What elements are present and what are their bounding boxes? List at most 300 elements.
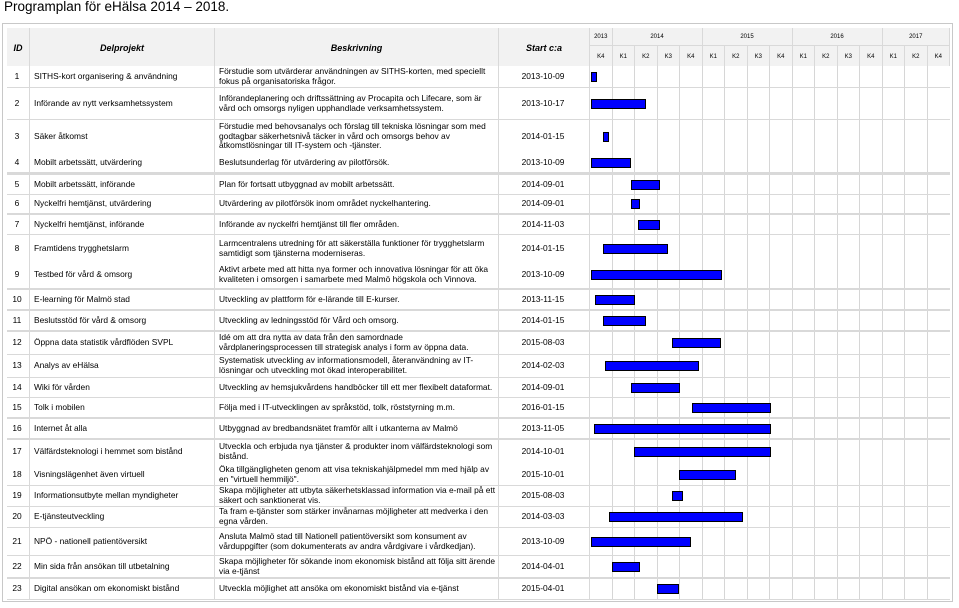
timeline-gridline [859, 440, 860, 464]
row-start-date: 2014-11-03 [521, 218, 565, 229]
row-delprojekt: Tolk i mobilen [34, 401, 85, 412]
timeline-gridline [859, 579, 860, 599]
row-id: 5 [14, 178, 20, 189]
timeline-gridline [792, 398, 793, 417]
timeline-gridline [792, 175, 793, 194]
timeline-gridline [634, 398, 635, 417]
timeline-quarter: K4 [590, 46, 612, 67]
timeline-gridline [792, 215, 793, 234]
row-beskrivning: Idé om att dra nytta av data från den samordnade vårdplaneringsprocessen till strategisk analys i form av öppna data. [219, 332, 469, 352]
row-timeline-cell [590, 464, 950, 485]
timeline-gridline [837, 66, 838, 87]
timeline-year-2013: 2013 [590, 28, 612, 45]
timeline-gridline [769, 528, 770, 555]
timeline-quarter: K1 [703, 46, 725, 67]
row-beskrivning: Skapa möjligheter för sökande inom ekonomisk bistånd att följa sitt ärende via e-tjänst [219, 556, 496, 576]
timeline-gridline [882, 88, 883, 119]
timeline-gridline [657, 311, 658, 330]
timeline-gridline [904, 195, 905, 213]
timeline-gridline [747, 311, 748, 330]
timeline-gridline [859, 290, 860, 309]
programplan-table [7, 28, 950, 600]
timeline-gridline [927, 486, 928, 506]
timeline-gridline [792, 378, 793, 397]
timeline-gridline [679, 153, 680, 172]
timeline-gridline [814, 419, 815, 438]
row-start-date: 2014-09-01 [521, 178, 565, 189]
row-start-date: 2015-04-01 [521, 583, 565, 594]
timeline-gridline [657, 486, 658, 506]
row-id: 23 [12, 583, 22, 594]
row-beskrivning: Beslutsunderlag för utvärdering av pilotförsök. [219, 156, 390, 167]
row-beskrivning: Aktivt arbete med att hitta nya former och innovativa lösningar för att öka kvaliteten i omsorgen i samarbete med Malmö högskola och Vinnova. [219, 263, 489, 284]
timeline-gridline [792, 464, 793, 485]
row-start-date: 2014-01-15 [521, 130, 565, 141]
gantt-bar [672, 491, 683, 501]
timeline-gridline [814, 311, 815, 330]
timeline-gridline [612, 120, 613, 153]
row-id: 18 [12, 468, 22, 479]
timeline-gridline [859, 235, 860, 262]
timeline-gridline [792, 355, 793, 377]
timeline-gridline [882, 355, 883, 377]
timeline-gridline [927, 528, 928, 555]
timeline-gridline [837, 261, 838, 288]
timeline-gridline [814, 486, 815, 506]
gantt-bar [692, 403, 771, 413]
timeline-gridline [657, 66, 658, 87]
timeline-gridline [769, 235, 770, 262]
timeline-gridline [724, 120, 725, 153]
row-start-date: 2014-03-03 [521, 511, 565, 522]
timeline-gridline [612, 378, 613, 397]
timeline-gridline [837, 378, 838, 397]
row-id: 12 [12, 337, 22, 348]
timeline-gridline [657, 398, 658, 417]
gantt-bar [603, 244, 668, 254]
timeline-gridline [792, 579, 793, 599]
gantt-bar [679, 470, 735, 480]
row-beskrivning: Utveckla och erbjuda nya tjänster & produkter inom välfärdsteknologi som bistånd. [219, 441, 493, 461]
timeline-gridline [927, 120, 928, 153]
timeline-gridline [814, 66, 815, 87]
timeline-gridline [904, 261, 905, 288]
timeline-gridline [724, 195, 725, 213]
timeline-gridline [747, 215, 748, 234]
timeline-gridline [882, 556, 883, 577]
row-beskrivning: Ta fram e-tjänster som stärker invånarnas möjligheter att medverka i den egna vården. [219, 507, 489, 526]
timeline-gridline [679, 215, 680, 234]
timeline-gridline [747, 528, 748, 555]
timeline-gridline [904, 528, 905, 555]
row-id: 2 [14, 97, 20, 108]
timeline-gridline [837, 290, 838, 309]
row-beskrivning: Plan för fortsatt utbyggnad av mobilt arbetssätt. [219, 178, 395, 189]
gantt-bar [591, 99, 646, 109]
row-beskrivning: Införande av nyckelfri hemtjänst till fler områden. [219, 218, 400, 229]
timeline-gridline [927, 440, 928, 464]
timeline-gridline [814, 556, 815, 577]
timeline-gridline [747, 195, 748, 213]
timeline-gridline [882, 486, 883, 506]
row-id: 17 [12, 446, 22, 457]
timeline-gridline [882, 175, 883, 194]
timeline-gridline [769, 175, 770, 194]
timeline-gridline [792, 528, 793, 555]
timeline-gridline [814, 355, 815, 377]
timeline-quarter: K2 [905, 46, 927, 67]
gantt-bar [631, 180, 660, 190]
row-beskrivning: Skapa möjligheter att utbyta säkerhetsklassad information via e-mail på ett säkert och sanktionerat vis. [219, 486, 496, 505]
row-delprojekt: Wiki för vården [34, 381, 90, 392]
row-id: 19 [12, 490, 22, 501]
timeline-gridline [927, 332, 928, 354]
row-beskrivning: Utveckling av hemsjukvårdens handböcker till ett mer flexibelt dataformat. [219, 381, 493, 392]
row-start-date: 2015-08-03 [521, 490, 565, 501]
timeline-gridline [904, 66, 905, 87]
row-start-date: 2014-01-15 [521, 314, 565, 325]
timeline-gridline [837, 195, 838, 213]
timeline-gridline [859, 261, 860, 288]
timeline-quarter: K2 [635, 46, 657, 67]
row-start-date: 2013-11-05 [521, 422, 565, 433]
timeline-gridline [882, 261, 883, 288]
timeline-gridline [634, 66, 635, 87]
timeline-gridline [657, 290, 658, 309]
row-id: 9 [14, 268, 20, 279]
timeline-gridline [927, 290, 928, 309]
row-id: 16 [12, 422, 22, 433]
row-delprojekt: Analys av eHälsa [34, 360, 99, 371]
row-start-date: 2015-08-03 [521, 337, 565, 348]
row-beskrivning: Utveckling av ledningsstöd för Vård och omsorg. [219, 314, 399, 325]
timeline-gridline [882, 398, 883, 417]
gantt-bar [631, 383, 680, 393]
timeline-gridline [904, 153, 905, 172]
timeline-gridline [792, 120, 793, 153]
row-beskrivning: Utveckling av plattform för e-lärande till E-kurser. [219, 293, 400, 304]
timeline-gridline [904, 398, 905, 417]
row-timeline-cell [590, 486, 950, 506]
timeline-gridline [837, 556, 838, 577]
row-timeline-cell [590, 195, 950, 213]
timeline-gridline [837, 175, 838, 194]
timeline-gridline [882, 528, 883, 555]
timeline-gridline [679, 556, 680, 577]
timeline-gridline [927, 66, 928, 87]
timeline-gridline [904, 579, 905, 599]
timeline-gridline [904, 507, 905, 527]
timeline-gridline [612, 215, 613, 234]
timeline-gridline [657, 120, 658, 153]
timeline-gridline [837, 311, 838, 330]
timeline-gridline [657, 556, 658, 577]
header-id: ID [7, 28, 29, 67]
timeline-quarter: K4 [928, 46, 950, 67]
timeline-gridline [769, 66, 770, 87]
timeline-gridline [859, 195, 860, 213]
gantt-bar [631, 199, 640, 209]
row-timeline-cell [590, 332, 950, 354]
timeline-gridline [724, 175, 725, 194]
row-beskrivning: Systematisk utveckling av informationsmodell, återanvändning av IT-lösningar och utveckling mot ökad interoperabilitet. [219, 355, 474, 375]
timeline-gridline [859, 419, 860, 438]
timeline-gridline [769, 195, 770, 213]
timeline-gridline [657, 153, 658, 172]
timeline-gridline [769, 355, 770, 377]
timeline-gridline [904, 556, 905, 577]
timeline-gridline [904, 88, 905, 119]
gantt-bar [594, 424, 771, 434]
timeline-gridline [612, 440, 613, 464]
timeline-gridline [859, 215, 860, 234]
timeline-gridline [792, 486, 793, 506]
timeline-quarter: K1 [883, 46, 905, 67]
timeline-gridline [679, 175, 680, 194]
timeline-gridline [792, 195, 793, 213]
row-start-date: 2014-09-01 [521, 198, 565, 209]
row-beskrivning: Utveckla möjlighet att ansöka om ekonomiskt bistånd via e-tjänst [219, 583, 459, 594]
page-title: Programplan för eHälsa 2014 – 2018. [4, 0, 230, 14]
row-timeline-cell [590, 556, 950, 577]
rows-container [7, 28, 950, 600]
timeline-gridline [814, 120, 815, 153]
row-delprojekt: Öppna data statistik vårdflöden SVPL [34, 337, 174, 348]
row-id: 20 [12, 511, 22, 522]
timeline-gridline [792, 440, 793, 464]
timeline-gridline [747, 235, 748, 262]
row-beskrivning: Utvärdering av pilotförsök inom området nyckelhantering. [219, 198, 431, 209]
timeline-year-2015: 2015 [703, 28, 792, 45]
timeline-gridline [792, 556, 793, 577]
timeline-gridline [927, 378, 928, 397]
timeline-gridline [702, 153, 703, 172]
timeline-gridline [769, 120, 770, 153]
timeline-gridline [904, 235, 905, 262]
timeline-quarter: K3 [838, 46, 860, 67]
timeline-gridline [747, 378, 748, 397]
timeline-gridline [927, 195, 928, 213]
row-timeline-cell [590, 290, 950, 309]
timeline-gridline [747, 486, 748, 506]
timeline-gridline [904, 440, 905, 464]
row-start-date: 2014-09-01 [521, 381, 565, 392]
timeline-gridline [927, 464, 928, 485]
row-delprojekt: Informationsutbyte mellan myndigheter [34, 490, 179, 501]
timeline-gridline [724, 528, 725, 555]
timeline-gridline [612, 66, 613, 87]
row-delprojekt: E-tjänsteutveckling [34, 511, 105, 522]
timeline-gridline [927, 88, 928, 119]
timeline-gridline [859, 556, 860, 577]
timeline-gridline [679, 290, 680, 309]
gantt-bar [591, 537, 691, 547]
timeline-gridline [814, 528, 815, 555]
row-start-date: 2014-01-15 [521, 242, 565, 253]
row-start-date: 2013-10-09 [521, 268, 565, 279]
timeline-gridline [814, 398, 815, 417]
timeline-gridline [792, 507, 793, 527]
gantt-bar [595, 295, 635, 305]
row-start-date: 2013-11-15 [521, 293, 565, 304]
gantt-bar [605, 361, 698, 371]
timeline-gridline [724, 486, 725, 506]
row-timeline-cell [590, 153, 950, 172]
gantt-bar [603, 316, 646, 326]
timeline-gridline [927, 579, 928, 599]
timeline-gridline [747, 332, 748, 354]
timeline-gridline [814, 579, 815, 599]
timeline-gridline [747, 120, 748, 153]
row-timeline-cell [590, 66, 950, 87]
timeline-gridline [882, 290, 883, 309]
timeline-gridline [792, 88, 793, 119]
timeline-gridline [859, 486, 860, 506]
timeline-gridline [634, 579, 635, 599]
timeline-gridline [927, 175, 928, 194]
timeline-gridline [702, 120, 703, 153]
row-id: 11 [12, 314, 22, 325]
timeline-gridline [612, 195, 613, 213]
timeline-gridline [769, 464, 770, 485]
timeline-year-2016: 2016 [793, 28, 882, 45]
row-delprojekt: Min sida från ansökan till utbetalning [34, 560, 170, 571]
timeline-quarter: K4 [860, 46, 882, 67]
row-beskrivning: Förstudie som utvärderar användningen av SITHS-korten, med speciellt fokus på organisatoriska frågor. [219, 66, 486, 86]
timeline-gridline [859, 175, 860, 194]
timeline-gridline [859, 398, 860, 417]
timeline-gridline [634, 153, 635, 172]
timeline-gridline [724, 215, 725, 234]
timeline-gridline [837, 235, 838, 262]
timeline-gridline [747, 464, 748, 485]
row-id: 22 [12, 560, 22, 571]
row-start-date: 2015-10-01 [521, 468, 565, 479]
timeline-gridline [814, 175, 815, 194]
timeline-gridline [612, 579, 613, 599]
timeline-gridline [747, 507, 748, 527]
timeline-quarter: K4 [680, 46, 702, 67]
timeline-gridline [837, 419, 838, 438]
timeline-gridline [904, 464, 905, 485]
timeline-gridline [927, 235, 928, 262]
timeline-year-2017: 2017 [883, 28, 950, 45]
timeline-gridline [859, 332, 860, 354]
timeline-gridline [747, 88, 748, 119]
row-delprojekt: Mobilt arbetssätt, utvärdering [34, 156, 142, 167]
timeline-gridline [724, 88, 725, 119]
timeline-gridline [814, 261, 815, 288]
row-id: 10 [12, 293, 22, 304]
timeline-gridline [882, 195, 883, 213]
timeline-quarter: K3 [748, 46, 770, 67]
gantt-bar [638, 220, 659, 230]
timeline-gridline [927, 355, 928, 377]
row-delprojekt: E-learning för Malmö stad [34, 293, 130, 304]
timeline-gridline [679, 398, 680, 417]
timeline-gridline [724, 579, 725, 599]
timeline-gridline [814, 290, 815, 309]
timeline-gridline [927, 398, 928, 417]
timeline-gridline [904, 120, 905, 153]
timeline-gridline [657, 88, 658, 119]
timeline-gridline [724, 378, 725, 397]
timeline-gridline [814, 507, 815, 527]
row-beskrivning: Förstudie med behovsanalys och förslag till tekniska lösningar som med godtagbar säkerhetsnivå täcker in vård och omsorgs behov av åtkomstlösningar till IT-system och -tjänster. [219, 121, 486, 151]
timeline-gridline [837, 215, 838, 234]
timeline-gridline [882, 153, 883, 172]
timeline-gridline [769, 507, 770, 527]
row-id: 21 [12, 535, 22, 546]
timeline-gridline [679, 66, 680, 87]
row-beskrivning: Larmcentralens utredning för att säkerställa funktioner för trygghetslarm samtidigt som tjänsterna moderniseras. [219, 237, 485, 258]
row-delprojekt: Testbed för vård & omsorg [34, 268, 133, 279]
timeline-gridline [747, 66, 748, 87]
row-start-date: 2014-04-01 [521, 560, 565, 571]
timeline-gridline [724, 66, 725, 87]
timeline-gridline [612, 486, 613, 506]
row-start-date: 2013-10-09 [521, 156, 565, 167]
row-id: 8 [14, 242, 20, 253]
timeline-gridline [769, 153, 770, 172]
row-beskrivning: Ansluta Malmö stad till Nationell patientöversikt som konsument av vårduppgifter (som dokumenterats av andra vårdgivare i vårdkedjan). [219, 530, 476, 551]
timeline-gridline [792, 332, 793, 354]
timeline-gridline [859, 528, 860, 555]
timeline-gridline [837, 153, 838, 172]
timeline-gridline [814, 440, 815, 464]
row-delprojekt: Välfärdsteknologi i hemmet som bistånd [34, 446, 183, 457]
timeline-gridline [747, 556, 748, 577]
timeline-gridline [814, 195, 815, 213]
gantt-bar [612, 562, 639, 572]
timeline-gridline [882, 464, 883, 485]
row-delprojekt: Beslutsstöd för vård & omsorg [34, 314, 147, 325]
timeline-gridline [724, 261, 725, 288]
timeline-gridline [702, 88, 703, 119]
timeline-gridline [769, 311, 770, 330]
timeline-quarter: K1 [793, 46, 815, 67]
timeline-gridline [724, 290, 725, 309]
row-start-date: 2014-10-01 [521, 446, 565, 457]
timeline-gridline [882, 120, 883, 153]
timeline-gridline [859, 66, 860, 87]
timeline-gridline [814, 215, 815, 234]
timeline-gridline [679, 195, 680, 213]
timeline-gridline [747, 261, 748, 288]
timeline-gridline [724, 311, 725, 330]
gantt-bar [591, 158, 631, 168]
timeline-gridline [859, 88, 860, 119]
row-timeline-cell [590, 579, 950, 599]
timeline-gridline [859, 355, 860, 377]
timeline-gridline [904, 332, 905, 354]
timeline-gridline [837, 579, 838, 599]
timeline-gridline [747, 355, 748, 377]
timeline-gridline [724, 556, 725, 577]
timeline-gridline [702, 66, 703, 87]
header-delprojekt: Delprojekt [30, 28, 214, 67]
row-timeline-cell [590, 120, 950, 153]
timeline-gridline [612, 398, 613, 417]
timeline-gridline [612, 332, 613, 354]
gantt-bar [591, 270, 722, 280]
row-id: 3 [14, 130, 20, 141]
timeline-gridline [612, 175, 613, 194]
timeline-gridline [814, 332, 815, 354]
timeline-gridline [927, 556, 928, 577]
row-id: 4 [14, 156, 20, 167]
row-beskrivning: Införandeplanering och driftssättning av Procapita och Lifecare, som är vård och omsorgs nyligen upphandlade verksamhetssystem. [219, 92, 482, 113]
